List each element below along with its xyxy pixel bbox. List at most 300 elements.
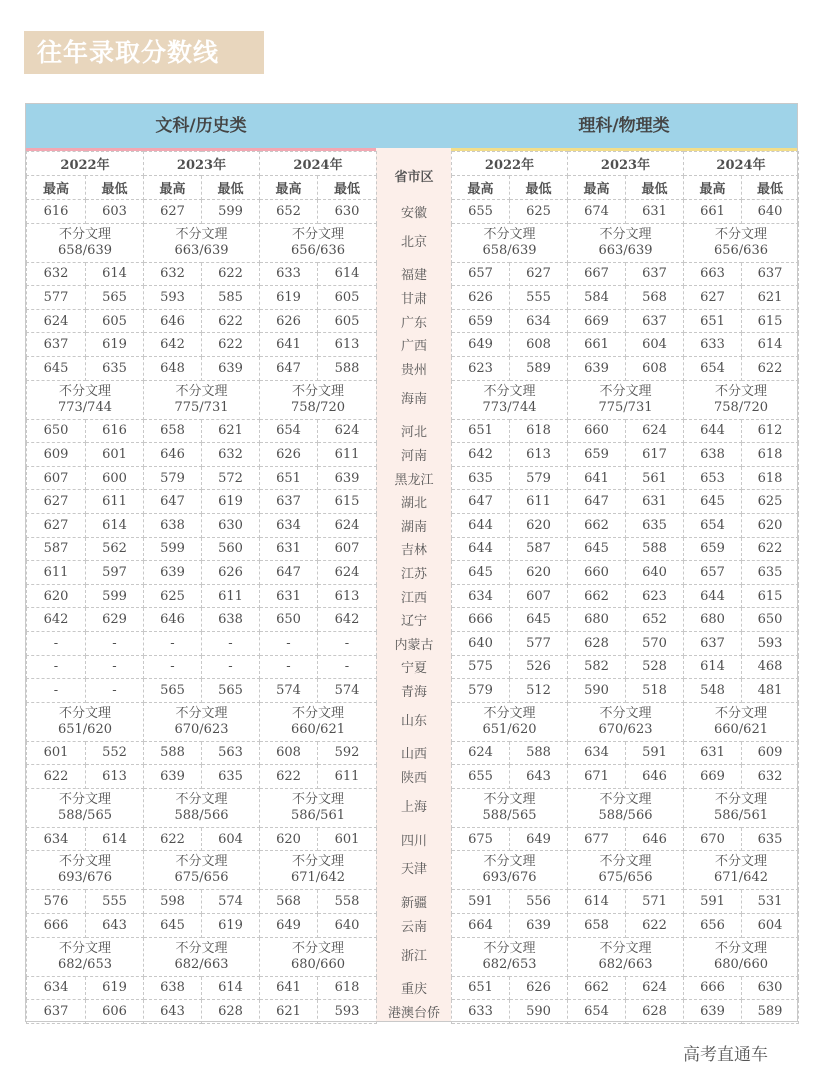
high-label: 最高 bbox=[684, 176, 742, 200]
low-score: 526 bbox=[510, 655, 568, 679]
high-score: 639 bbox=[144, 561, 202, 585]
low-score: 611 bbox=[86, 490, 144, 514]
high-score: 669 bbox=[684, 765, 742, 789]
high-score: 599 bbox=[144, 537, 202, 561]
merged-label: 不分文理 bbox=[483, 226, 536, 242]
merged-score-cell bbox=[27, 380, 144, 419]
merged-score: 675/656 bbox=[174, 870, 229, 886]
low-score: 640 bbox=[742, 200, 799, 224]
merged-score-cell bbox=[27, 851, 144, 890]
table-row bbox=[27, 309, 799, 333]
low-score: 626 bbox=[510, 976, 568, 1000]
high-score: 616 bbox=[27, 200, 86, 224]
science-header: 理科/物理类 bbox=[578, 116, 670, 136]
high-score: 640 bbox=[452, 631, 510, 655]
table-row bbox=[27, 223, 799, 262]
high-score: 641 bbox=[260, 333, 318, 357]
table-row bbox=[27, 513, 799, 537]
low-score: 639 bbox=[202, 356, 260, 380]
merged-label: 不分文理 bbox=[58, 226, 111, 242]
high-score: 643 bbox=[144, 1000, 202, 1024]
low-score: 481 bbox=[742, 679, 799, 703]
merged-label: 不分文理 bbox=[599, 226, 652, 242]
low-score: 607 bbox=[318, 537, 377, 561]
high-score: 646 bbox=[144, 608, 202, 632]
high-score: 609 bbox=[27, 443, 86, 467]
table-row bbox=[27, 679, 799, 703]
low-score: 638 bbox=[202, 608, 260, 632]
merged-score: 658/639 bbox=[57, 242, 112, 258]
merged-label: 不分文理 bbox=[714, 383, 767, 399]
low-score: 565 bbox=[86, 286, 144, 310]
low-score: 619 bbox=[86, 976, 144, 1000]
low-score: 619 bbox=[86, 333, 144, 357]
merged-score: 773/744 bbox=[482, 399, 537, 415]
low-score: 614 bbox=[318, 262, 377, 286]
high-score: 614 bbox=[568, 890, 626, 914]
merged-score-cell bbox=[27, 223, 144, 262]
high-score: 667 bbox=[568, 262, 626, 286]
merged-score-cell bbox=[452, 380, 568, 419]
merged-score-cell bbox=[260, 937, 377, 976]
low-score: 614 bbox=[742, 333, 799, 357]
merged-score-cell bbox=[452, 788, 568, 827]
high-score: 644 bbox=[452, 513, 510, 537]
low-score: 600 bbox=[86, 466, 144, 490]
low-score: 643 bbox=[510, 765, 568, 789]
high-score: 620 bbox=[260, 827, 318, 851]
score-table bbox=[26, 151, 799, 1024]
low-score: 614 bbox=[202, 976, 260, 1000]
high-score: 624 bbox=[27, 309, 86, 333]
merged-score: 682/663 bbox=[598, 956, 653, 972]
low-score: 639 bbox=[318, 466, 377, 490]
low-score: 642 bbox=[318, 608, 377, 632]
low-score: 512 bbox=[510, 679, 568, 703]
table-row bbox=[27, 380, 799, 419]
province-name: 上海 bbox=[377, 788, 452, 827]
high-score: 641 bbox=[260, 976, 318, 1000]
merged-label: 不分文理 bbox=[58, 383, 111, 399]
low-score: 624 bbox=[626, 976, 684, 1000]
table-row bbox=[27, 702, 799, 741]
province-name: 云南 bbox=[377, 914, 452, 938]
merged-score-cell bbox=[568, 937, 684, 976]
low-score: 555 bbox=[510, 286, 568, 310]
high-score: 574 bbox=[260, 679, 318, 703]
high-score: 627 bbox=[684, 286, 742, 310]
low-score: 615 bbox=[742, 584, 799, 608]
low-score: 616 bbox=[86, 419, 144, 443]
low-score: 619 bbox=[202, 914, 260, 938]
high-score: 645 bbox=[568, 537, 626, 561]
merged-label: 不分文理 bbox=[175, 383, 228, 399]
province-name: 江苏 bbox=[377, 561, 452, 585]
low-score: 622 bbox=[742, 356, 799, 380]
low-score: 630 bbox=[742, 976, 799, 1000]
high-score: 639 bbox=[144, 765, 202, 789]
high-score: 655 bbox=[452, 200, 510, 224]
high-score: 634 bbox=[27, 976, 86, 1000]
merged-score: 758/720 bbox=[290, 399, 345, 415]
low-score: - bbox=[86, 631, 144, 655]
low-label: 最低 bbox=[318, 176, 377, 200]
high-score: 657 bbox=[452, 262, 510, 286]
high-score: 637 bbox=[260, 490, 318, 514]
merged-label: 不分文理 bbox=[291, 940, 344, 956]
province-name: 海南 bbox=[377, 380, 452, 419]
low-score: 624 bbox=[318, 513, 377, 537]
table-row bbox=[27, 356, 799, 380]
province-name: 山东 bbox=[377, 702, 452, 741]
high-score: 637 bbox=[27, 1000, 86, 1024]
low-score: 615 bbox=[742, 309, 799, 333]
low-score: 622 bbox=[202, 333, 260, 357]
table-row bbox=[27, 443, 799, 467]
low-score: 588 bbox=[510, 741, 568, 765]
merged-score-cell bbox=[684, 223, 799, 262]
merged-score-cell bbox=[260, 380, 377, 419]
low-score: 632 bbox=[202, 443, 260, 467]
merged-label: 不分文理 bbox=[58, 940, 111, 956]
low-label: 最低 bbox=[202, 176, 260, 200]
province-name: 新疆 bbox=[377, 890, 452, 914]
low-score: 618 bbox=[742, 466, 799, 490]
high-score: 650 bbox=[260, 608, 318, 632]
province-name: 河南 bbox=[377, 443, 452, 467]
low-label: 最低 bbox=[626, 176, 684, 200]
merged-label: 不分文理 bbox=[483, 383, 536, 399]
high-score: 645 bbox=[684, 490, 742, 514]
merged-score: 658/639 bbox=[482, 242, 537, 258]
merged-label: 不分文理 bbox=[175, 791, 228, 807]
table-row bbox=[27, 655, 799, 679]
high-score: 639 bbox=[684, 1000, 742, 1024]
low-score: 603 bbox=[86, 200, 144, 224]
low-score: 639 bbox=[510, 914, 568, 938]
merged-label: 不分文理 bbox=[291, 383, 344, 399]
table-row bbox=[27, 466, 799, 490]
merged-label: 不分文理 bbox=[714, 226, 767, 242]
low-score: 645 bbox=[510, 608, 568, 632]
high-score: 661 bbox=[568, 333, 626, 357]
low-score: 629 bbox=[86, 608, 144, 632]
province-name: 河北 bbox=[377, 419, 452, 443]
table-row bbox=[27, 537, 799, 561]
low-score: 605 bbox=[318, 309, 377, 333]
province-name: 黑龙江 bbox=[377, 466, 452, 490]
merged-score-cell bbox=[144, 223, 260, 262]
high-score: 680 bbox=[568, 608, 626, 632]
low-score: 622 bbox=[202, 309, 260, 333]
high-score: 631 bbox=[260, 537, 318, 561]
table-row bbox=[27, 788, 799, 827]
merged-label: 不分文理 bbox=[483, 940, 536, 956]
low-score: 620 bbox=[510, 513, 568, 537]
low-score: 611 bbox=[202, 584, 260, 608]
high-score: 626 bbox=[260, 309, 318, 333]
high-score: 660 bbox=[568, 561, 626, 585]
merged-score-cell bbox=[144, 937, 260, 976]
low-score: 631 bbox=[626, 200, 684, 224]
merged-score: 773/744 bbox=[57, 399, 112, 415]
high-score: 601 bbox=[27, 741, 86, 765]
low-score: 613 bbox=[318, 584, 377, 608]
low-score: 614 bbox=[86, 262, 144, 286]
low-score: 612 bbox=[742, 419, 799, 443]
high-score: 623 bbox=[452, 356, 510, 380]
high-score: 575 bbox=[452, 655, 510, 679]
province-name: 安徽 bbox=[377, 200, 452, 224]
score-table-sheet bbox=[25, 103, 798, 1022]
merged-label: 不分文理 bbox=[291, 791, 344, 807]
high-score: 670 bbox=[684, 827, 742, 851]
merged-score-cell bbox=[452, 702, 568, 741]
low-score: 628 bbox=[626, 1000, 684, 1024]
merged-score: 693/676 bbox=[482, 870, 537, 886]
merged-score-cell bbox=[260, 851, 377, 890]
low-score: 588 bbox=[318, 356, 377, 380]
high-score: - bbox=[260, 655, 318, 679]
high-score: 652 bbox=[260, 200, 318, 224]
low-score: 611 bbox=[318, 443, 377, 467]
merged-score: 588/565 bbox=[57, 807, 112, 823]
merged-score-cell bbox=[452, 937, 568, 976]
table-row bbox=[27, 827, 799, 851]
high-score: 634 bbox=[260, 513, 318, 537]
high-score: 658 bbox=[144, 419, 202, 443]
high-label: 最高 bbox=[27, 176, 86, 200]
merged-score: 651/620 bbox=[482, 721, 537, 737]
low-score: 640 bbox=[318, 914, 377, 938]
low-score: 618 bbox=[510, 419, 568, 443]
high-score: 657 bbox=[684, 561, 742, 585]
high-score: 614 bbox=[684, 655, 742, 679]
merged-score: 680/660 bbox=[290, 956, 345, 972]
province-name: 广西 bbox=[377, 333, 452, 357]
year-header: 2022年 bbox=[27, 152, 144, 176]
table-row bbox=[27, 286, 799, 310]
merged-score: 656/636 bbox=[713, 242, 768, 258]
high-score: 645 bbox=[144, 914, 202, 938]
low-score: 624 bbox=[318, 419, 377, 443]
year-header: 2023年 bbox=[144, 152, 260, 176]
high-label: 最高 bbox=[260, 176, 318, 200]
merged-score-cell bbox=[27, 937, 144, 976]
low-score: - bbox=[318, 655, 377, 679]
high-score: 671 bbox=[568, 765, 626, 789]
low-score: 622 bbox=[742, 537, 799, 561]
province-name: 宁夏 bbox=[377, 655, 452, 679]
high-score: 607 bbox=[27, 466, 86, 490]
merged-score: 671/642 bbox=[713, 870, 768, 886]
high-score: 646 bbox=[144, 443, 202, 467]
merged-label: 不分文理 bbox=[599, 854, 652, 870]
low-score: 605 bbox=[318, 286, 377, 310]
low-score: 574 bbox=[202, 890, 260, 914]
low-score: 623 bbox=[626, 584, 684, 608]
low-score: 640 bbox=[626, 561, 684, 585]
low-score: 622 bbox=[626, 914, 684, 938]
low-score: 552 bbox=[86, 741, 144, 765]
low-score: 593 bbox=[318, 1000, 377, 1024]
high-score: 548 bbox=[684, 679, 742, 703]
high-score: 622 bbox=[27, 765, 86, 789]
merged-score-cell bbox=[260, 788, 377, 827]
table-row bbox=[27, 741, 799, 765]
high-score: 633 bbox=[452, 1000, 510, 1024]
table-row bbox=[27, 765, 799, 789]
low-label: 最低 bbox=[86, 176, 144, 200]
merged-label: 不分文理 bbox=[714, 705, 767, 721]
province-name: 青海 bbox=[377, 679, 452, 703]
high-score: - bbox=[27, 631, 86, 655]
merged-score: 670/623 bbox=[174, 721, 229, 737]
high-score: 654 bbox=[684, 513, 742, 537]
high-score: 666 bbox=[684, 976, 742, 1000]
low-score: 604 bbox=[626, 333, 684, 357]
high-score: 588 bbox=[144, 741, 202, 765]
merged-score: 671/642 bbox=[290, 870, 345, 886]
merged-score-cell bbox=[684, 702, 799, 741]
high-score: 651 bbox=[260, 466, 318, 490]
low-score: 618 bbox=[742, 443, 799, 467]
low-score: 631 bbox=[626, 490, 684, 514]
merged-score: 651/620 bbox=[57, 721, 112, 737]
high-score: 627 bbox=[144, 200, 202, 224]
high-score: 626 bbox=[260, 443, 318, 467]
page-title: 往年录取分数线 bbox=[24, 31, 264, 74]
low-score: 625 bbox=[510, 200, 568, 224]
high-score: 655 bbox=[452, 765, 510, 789]
high-score: 647 bbox=[260, 561, 318, 585]
merged-label: 不分文理 bbox=[714, 940, 767, 956]
merged-score-cell bbox=[144, 702, 260, 741]
merged-score: 663/639 bbox=[174, 242, 229, 258]
merged-score: 588/566 bbox=[598, 807, 653, 823]
high-score: 669 bbox=[568, 309, 626, 333]
low-score: 601 bbox=[318, 827, 377, 851]
province-name: 浙江 bbox=[377, 937, 452, 976]
low-score: 646 bbox=[626, 765, 684, 789]
low-score: 591 bbox=[626, 741, 684, 765]
low-score: 589 bbox=[742, 1000, 799, 1024]
low-score: 558 bbox=[318, 890, 377, 914]
high-score: 626 bbox=[452, 286, 510, 310]
high-score: 579 bbox=[144, 466, 202, 490]
low-score: 593 bbox=[742, 631, 799, 655]
high-score: 662 bbox=[568, 513, 626, 537]
low-score: 635 bbox=[202, 765, 260, 789]
low-score: 560 bbox=[202, 537, 260, 561]
low-score: 618 bbox=[318, 976, 377, 1000]
high-score: 651 bbox=[452, 976, 510, 1000]
merged-score: 660/621 bbox=[290, 721, 345, 737]
high-score: - bbox=[27, 655, 86, 679]
low-score: 601 bbox=[86, 443, 144, 467]
low-score: 615 bbox=[318, 490, 377, 514]
merged-score-cell bbox=[684, 788, 799, 827]
table-row bbox=[27, 584, 799, 608]
low-score: - bbox=[318, 631, 377, 655]
merged-score-cell bbox=[144, 851, 260, 890]
year-header: 2023年 bbox=[568, 152, 684, 176]
low-score: 604 bbox=[202, 827, 260, 851]
high-score: 641 bbox=[568, 466, 626, 490]
merged-score: 586/561 bbox=[290, 807, 345, 823]
low-score: 630 bbox=[318, 200, 377, 224]
low-score: 614 bbox=[86, 513, 144, 537]
high-score: 662 bbox=[568, 584, 626, 608]
high-score: 642 bbox=[27, 608, 86, 632]
low-score: 611 bbox=[510, 490, 568, 514]
low-score: 518 bbox=[626, 679, 684, 703]
high-score: 659 bbox=[568, 443, 626, 467]
high-score: 590 bbox=[568, 679, 626, 703]
low-score: 635 bbox=[742, 561, 799, 585]
low-score: 589 bbox=[510, 356, 568, 380]
high-score: 587 bbox=[27, 537, 86, 561]
merged-label: 不分文理 bbox=[714, 791, 767, 807]
table-row bbox=[27, 200, 799, 224]
high-score: 654 bbox=[568, 1000, 626, 1024]
high-score: 654 bbox=[684, 356, 742, 380]
province-name: 四川 bbox=[377, 827, 452, 851]
high-score: 593 bbox=[144, 286, 202, 310]
low-score: 599 bbox=[86, 584, 144, 608]
low-score: 585 bbox=[202, 286, 260, 310]
low-score: 627 bbox=[510, 262, 568, 286]
merged-score: 586/561 bbox=[713, 807, 768, 823]
merged-score-cell bbox=[452, 223, 568, 262]
high-score: 650 bbox=[27, 419, 86, 443]
high-score: 619 bbox=[260, 286, 318, 310]
high-label: 最高 bbox=[452, 176, 510, 200]
merged-score: 775/731 bbox=[598, 399, 653, 415]
high-score: 639 bbox=[568, 356, 626, 380]
province-name: 福建 bbox=[377, 262, 452, 286]
high-score: 625 bbox=[144, 584, 202, 608]
low-score: 635 bbox=[626, 513, 684, 537]
table-row bbox=[27, 561, 799, 585]
high-score: 637 bbox=[684, 631, 742, 655]
high-score: 659 bbox=[684, 537, 742, 561]
merged-label: 不分文理 bbox=[291, 226, 344, 242]
high-score: 638 bbox=[684, 443, 742, 467]
merged-score-cell bbox=[27, 702, 144, 741]
merged-score-cell bbox=[568, 788, 684, 827]
table-row bbox=[27, 333, 799, 357]
high-score: 647 bbox=[452, 490, 510, 514]
high-score: 642 bbox=[144, 333, 202, 357]
high-score: 645 bbox=[27, 356, 86, 380]
liberal-arts-header: 文科/历史类 bbox=[155, 116, 247, 136]
high-score: 647 bbox=[260, 356, 318, 380]
merged-score-cell bbox=[568, 851, 684, 890]
low-score: 574 bbox=[318, 679, 377, 703]
low-score: - bbox=[86, 655, 144, 679]
low-score: 622 bbox=[202, 262, 260, 286]
high-score: 654 bbox=[260, 419, 318, 443]
province-name: 内蒙古 bbox=[377, 631, 452, 655]
year-header: 2024年 bbox=[260, 152, 377, 176]
high-score: 644 bbox=[684, 584, 742, 608]
merged-label: 不分文理 bbox=[58, 854, 111, 870]
high-score: 632 bbox=[144, 262, 202, 286]
low-score: 613 bbox=[86, 765, 144, 789]
high-score: 645 bbox=[452, 561, 510, 585]
high-score: 584 bbox=[568, 286, 626, 310]
